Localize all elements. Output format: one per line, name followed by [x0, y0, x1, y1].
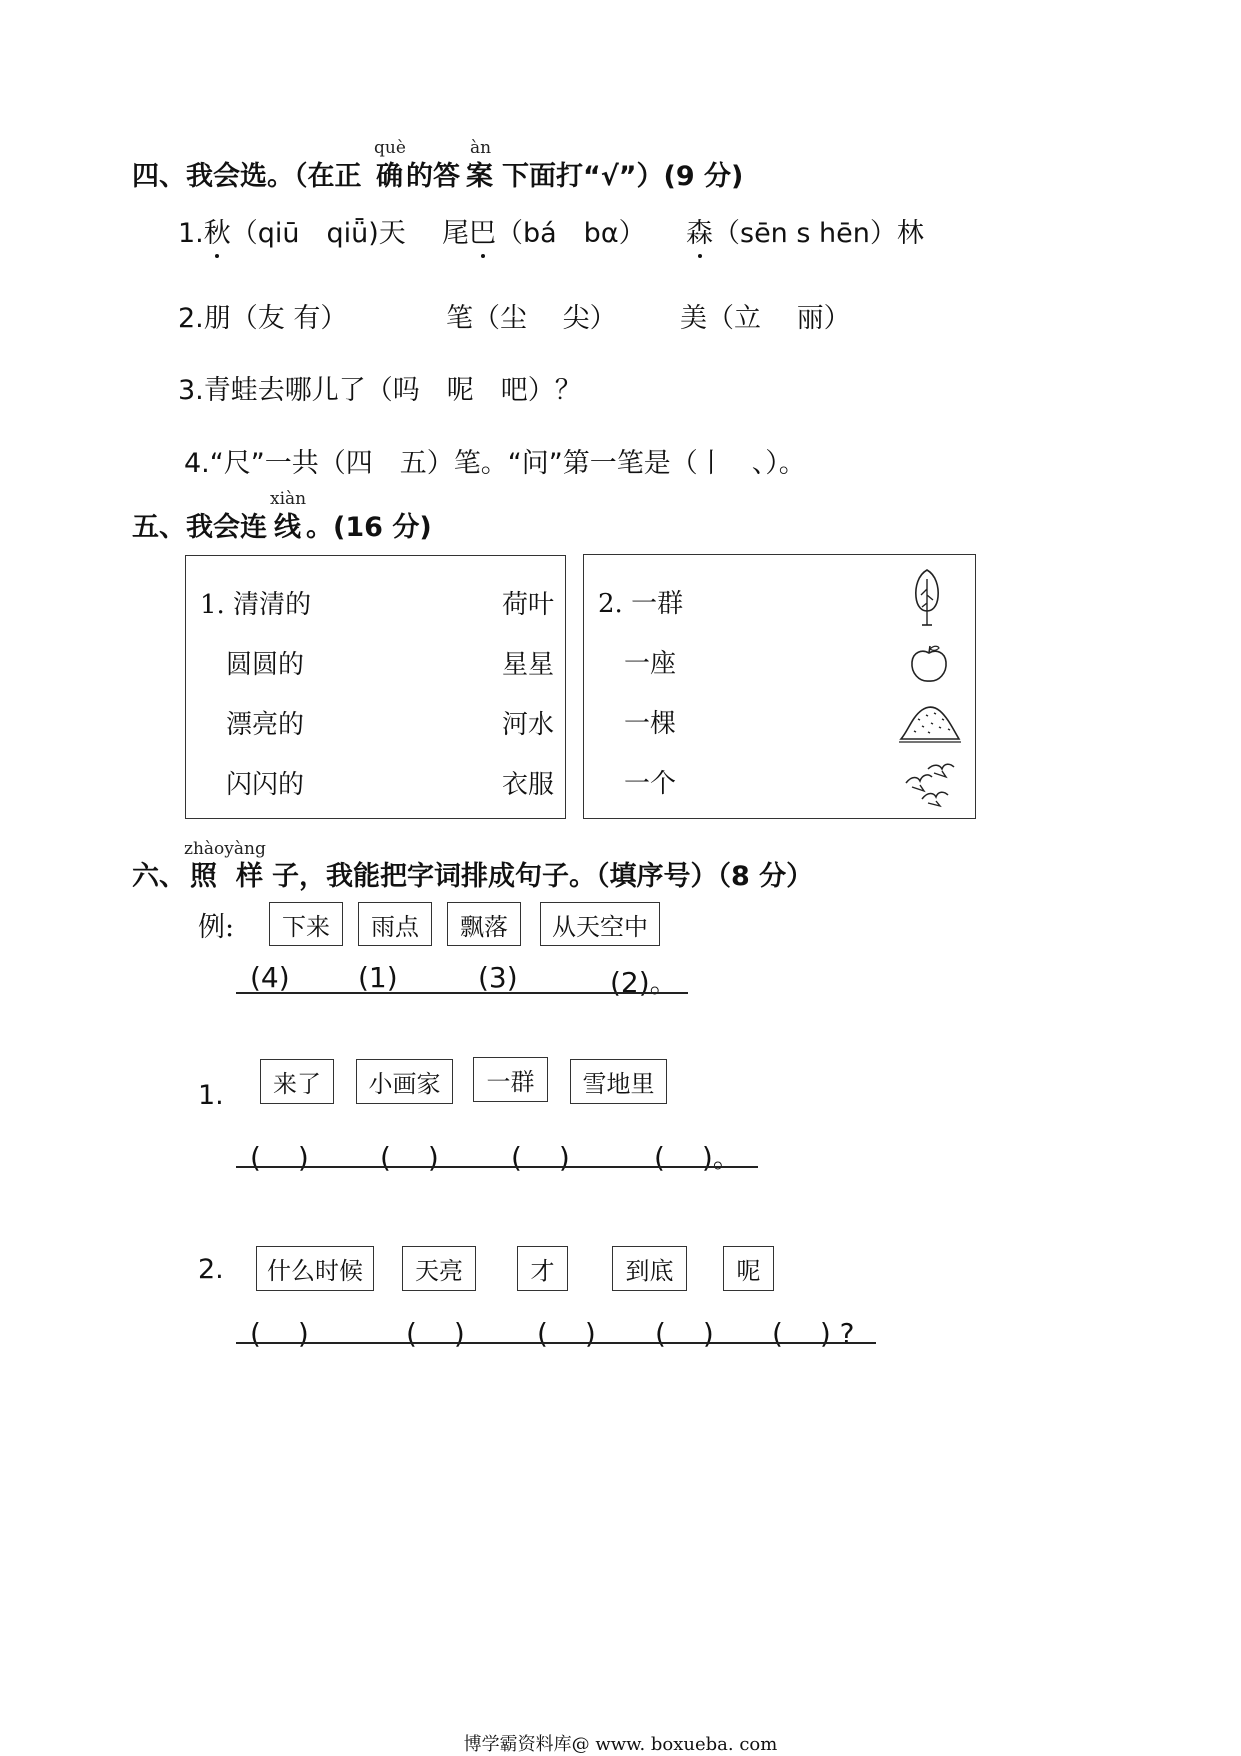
left-item[interactable]: 闪闪的 — [226, 770, 305, 800]
que-pinyin: què — [374, 138, 406, 158]
left-item[interactable]: 1. 清清的 — [200, 590, 312, 620]
s5-heading-xian: 线 — [274, 512, 301, 543]
example-answer: (2)。 — [610, 966, 678, 999]
q2-number: 2. — [198, 1254, 224, 1285]
example-answer: (1) — [358, 961, 398, 994]
birds-icon[interactable] — [902, 761, 958, 809]
zhaoyang-pinyin: zhàoyàng — [184, 839, 266, 859]
example-answer: (4) — [250, 961, 290, 994]
answer-blank[interactable]: ( ) — [537, 1317, 596, 1350]
answer-blank[interactable]: ( ) — [406, 1317, 465, 1350]
word-card: 雪地里 — [570, 1059, 667, 1104]
measure-word[interactable]: 一座 — [624, 649, 677, 679]
right-item[interactable]: 星星 — [502, 650, 555, 680]
hill-icon[interactable] — [898, 701, 962, 745]
word-card: 天亮 — [402, 1246, 476, 1291]
q1-a-options: （qiū qiǖ)天 — [230, 218, 406, 249]
apple-icon[interactable] — [908, 643, 950, 685]
s4-q2-part-a: 2.朋（友 有） — [178, 303, 348, 334]
right-item[interactable]: 荷叶 — [502, 590, 555, 620]
word-card: 来了 — [260, 1059, 334, 1104]
footer-watermark: 博学霸资料库@ www. boxueba. com — [463, 1734, 778, 1755]
q1-number: 1. — [198, 1080, 224, 1111]
word-card: 小画家 — [356, 1059, 453, 1104]
answer-blank[interactable]: ( ) ? — [772, 1317, 855, 1350]
q1-answer-line — [236, 1166, 758, 1168]
q1-b-prefix: 尾 — [442, 218, 469, 249]
s4-heading-part3: 下面打“√”）(9 分) — [502, 161, 744, 192]
measure-word[interactable]: 一棵 — [624, 709, 677, 739]
s4-q1-part-c — [686, 211, 924, 250]
s4-heading-part1: 四、我会选。（在正 — [132, 161, 362, 192]
right-item[interactable]: 河水 — [502, 710, 555, 740]
example-label: 例: — [198, 912, 235, 943]
s6-heading-part1: 六、 — [132, 861, 186, 892]
s5-heading-part2: 。(16 分) — [306, 512, 432, 543]
word-card: 一群 — [473, 1057, 548, 1102]
word-card: 雨点 — [358, 902, 432, 946]
an-pinyin: àn — [470, 138, 492, 158]
right-item[interactable]: 衣服 — [502, 770, 555, 800]
example-answer-line — [236, 992, 688, 994]
answer-blank[interactable]: ( ) — [250, 1141, 309, 1174]
q1-c-dotted-char: 森 — [686, 211, 713, 250]
matching-panel-left — [185, 555, 566, 819]
answer-blank[interactable]: ( ) — [511, 1141, 570, 1174]
s4-q3: 3.青蛙去哪儿了（吗 呢 吧）？ — [178, 375, 582, 406]
word-card: 到底 — [612, 1246, 687, 1291]
q1-a-prefix: 1. — [178, 218, 204, 249]
q1-b-options: （bá bα） — [496, 218, 646, 249]
tree-icon[interactable] — [910, 567, 944, 629]
word-card: 飘落 — [447, 902, 521, 946]
s4-q1-part-b — [442, 211, 646, 250]
s4-q1-part-a — [178, 211, 406, 250]
word-card: 才 — [517, 1246, 568, 1291]
s5-heading-part1: 五、我会连 — [132, 512, 267, 543]
example-answer: (3) — [478, 961, 518, 994]
q1-a-dotted-char: 秋 — [204, 211, 231, 250]
s6-heading-yang: 样 — [236, 861, 263, 892]
measure-word[interactable]: 一个 — [624, 769, 677, 799]
word-card: 下来 — [269, 902, 343, 946]
s4-heading-que: 确 — [376, 161, 403, 192]
measure-word[interactable]: 2. 一群 — [598, 589, 684, 619]
left-item[interactable]: 圆圆的 — [226, 650, 305, 680]
q1-c-options: （sēn s hēn）林 — [713, 218, 924, 249]
s4-q4: 4.“尺”一共（四 五）笔。“问”第一笔是（丨 、）。 — [184, 448, 806, 479]
answer-blank[interactable]: ( ) — [250, 1317, 309, 1350]
s4-heading-an: 案 — [466, 161, 493, 192]
q1-b-dotted-char: 巴 — [469, 211, 496, 250]
answer-blank[interactable]: ( )。 — [654, 1141, 741, 1174]
answer-blank[interactable]: ( ) — [655, 1317, 714, 1350]
q2-answer-line — [236, 1342, 876, 1344]
xian-pinyin: xiàn — [270, 489, 307, 509]
word-card: 什么时候 — [256, 1246, 374, 1291]
answer-blank[interactable]: ( ) — [380, 1141, 439, 1174]
word-card: 从天空中 — [540, 902, 660, 946]
s4-q2-part-b: 笔（尘 尖） — [446, 303, 617, 334]
s4-heading-part2: 的答 — [406, 161, 460, 192]
matching-panel-right — [583, 554, 976, 819]
word-card: 呢 — [723, 1246, 774, 1291]
s4-q2-part-c: 美（立 丽） — [680, 303, 851, 334]
left-item[interactable]: 漂亮的 — [226, 710, 305, 740]
s6-heading-zhao: 照 — [190, 861, 217, 892]
s6-heading-part2: 子，我能把字词排成句子。（填序号）（8 分） — [272, 861, 814, 892]
